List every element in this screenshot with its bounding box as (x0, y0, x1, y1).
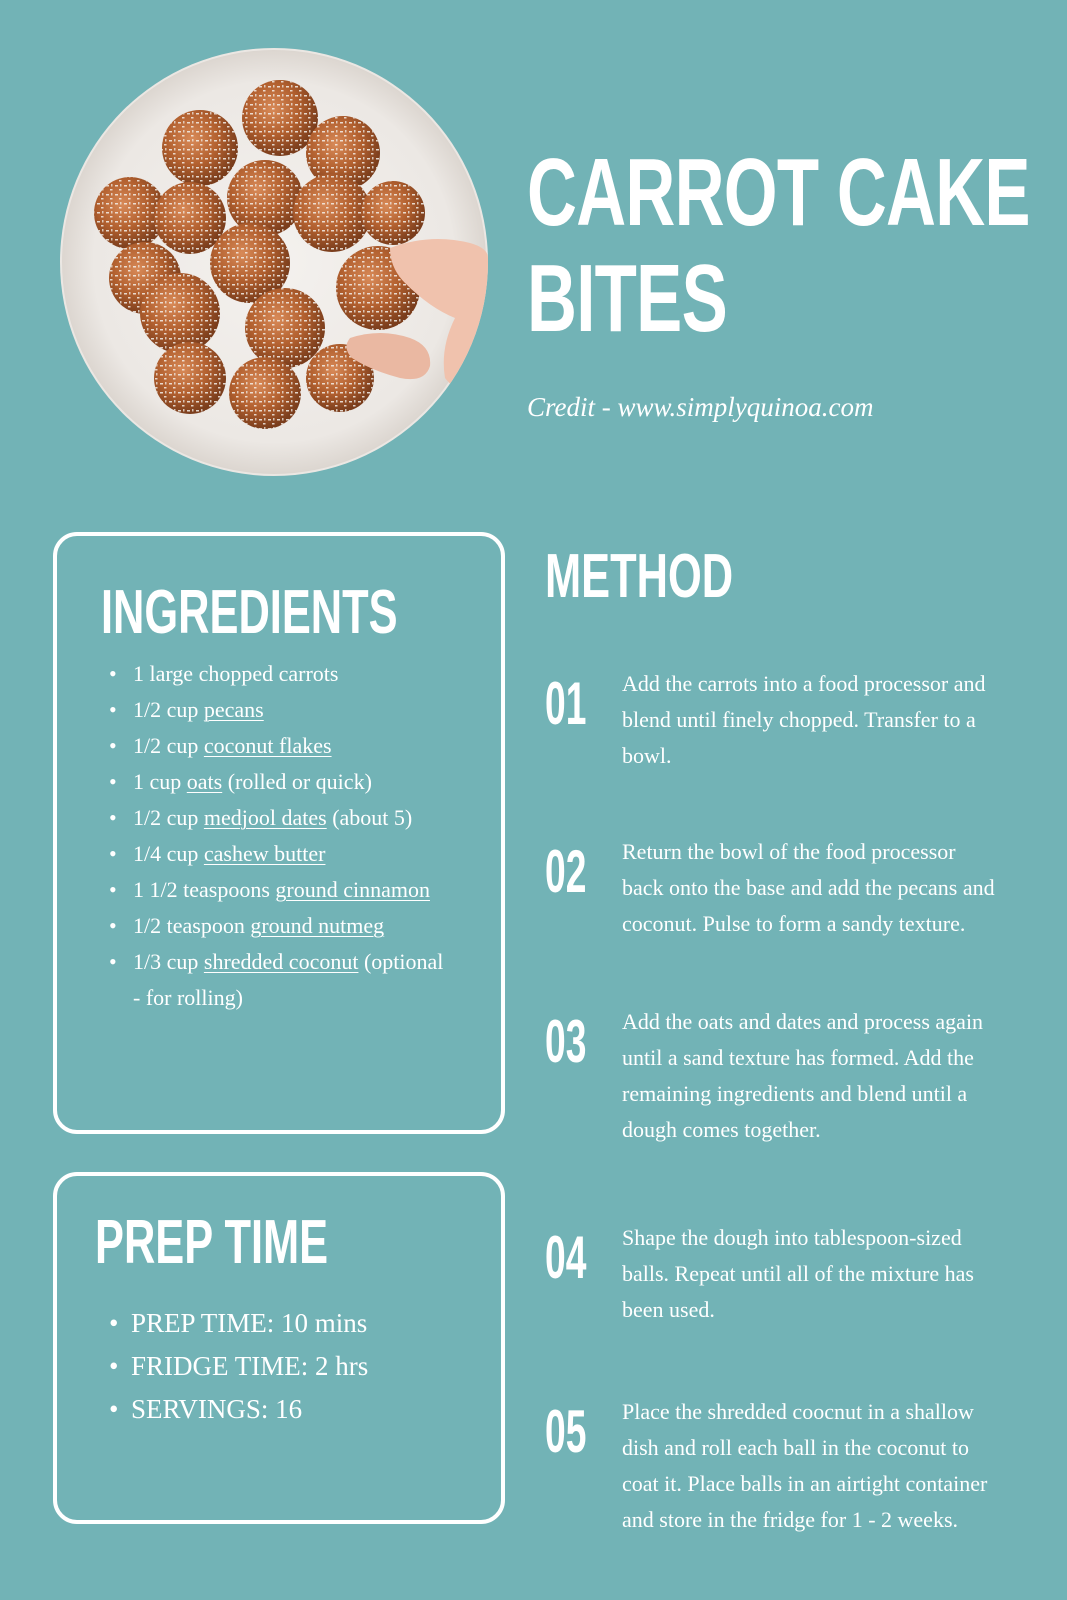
step-text: Shape the dough into tablespoon-sized balls. Repeat until all of the mixture has been used. (622, 1225, 974, 1322)
ingredient-link[interactable]: ground cinnamon (275, 877, 430, 902)
servings-item: • SERVINGS: 16 (107, 1388, 368, 1431)
ingredient-item (107, 872, 447, 908)
step-number: 03 (545, 1008, 587, 1075)
ingredient-quantity: 1/2 teaspoon (133, 913, 251, 938)
recipe-photo (60, 48, 488, 476)
ingredient-item (107, 764, 447, 800)
ingredient-item (107, 908, 447, 944)
ingredient-quantity: 1/3 cup (133, 949, 204, 974)
ingredient-quantity: 1/2 cup (133, 733, 204, 758)
prep-time-heading: PREP TIME (95, 1208, 329, 1277)
step-text: Return the bowl of the food processor back onto the base and add the pecans and coconut. Pulse to form a sandy texture. (622, 839, 995, 936)
ingredient-quantity: 1/2 cup (133, 697, 204, 722)
ingredient-link[interactable]: shredded coconut (203, 949, 359, 974)
prep-time-list (107, 1302, 368, 1431)
ingredient-link[interactable]: medjool dates (203, 805, 327, 830)
ingredient-link[interactable]: cashew butter (203, 841, 326, 866)
ingredient-quantity: 1 large chopped carrots (133, 661, 339, 686)
credit-line: Credit - www.simplyquinoa.com (527, 392, 874, 422)
ingredient-note: (rolled or quick) (222, 769, 372, 794)
recipe-title (527, 139, 1030, 352)
ingredient-link[interactable]: coconut flakes (203, 733, 332, 758)
step-text: Place the shredded coocnut in a shallow dish and roll each ball in the coconut to coat it. Place balls in an airtight container and store in the fridge for 1 - 2 weeks. (622, 1399, 988, 1532)
prep-time-item: • PREP TIME: 10 mins (107, 1302, 368, 1345)
fridge-time-item: • FRIDGE TIME: 2 hrs (107, 1345, 368, 1388)
ingredient-link[interactable]: oats (186, 769, 223, 794)
ingredient-quantity: 1 1/2 teaspoons (133, 877, 276, 902)
step-number: 05 (545, 1398, 587, 1465)
ingredient-quantity: 1/2 cup (133, 805, 204, 830)
ingredient-quantity: 1 cup (133, 769, 187, 794)
ingredient-note: (optional - for rolling) (133, 949, 444, 1010)
ingredient-item (107, 836, 447, 872)
ingredient-item (107, 728, 447, 764)
ingredient-note: (about 5) (326, 805, 413, 830)
ingredient-quantity: 1/4 cup (133, 841, 204, 866)
title-line-2: BITES (527, 245, 727, 352)
title-line-1: CARROT CAKE (527, 139, 1030, 246)
ingredients-list (107, 656, 447, 1016)
step-text: Add the carrots into a food processor and blend until finely chopped. Transfer to a bowl. (622, 671, 986, 768)
ingredient-link[interactable]: pecans (203, 697, 264, 722)
ingredient-item (107, 800, 447, 836)
ingredient-link[interactable]: ground nutmeg (250, 913, 385, 938)
step-number: 04 (545, 1224, 587, 1291)
ingredient-item (107, 656, 447, 692)
ingredients-heading: INGREDIENTS (101, 578, 398, 647)
step-number: 01 (545, 670, 587, 737)
prep-time-card (53, 1172, 505, 1524)
step-number: 02 (545, 838, 587, 905)
ingredient-item (107, 944, 447, 1016)
step-text: Add the oats and dates and process again until a sand texture has formed. Add the remaining ingredients and blend until a dough comes together. (622, 1009, 984, 1142)
ingredient-item (107, 692, 447, 728)
method-heading: METHOD (545, 542, 734, 611)
ingredients-card (53, 532, 505, 1134)
